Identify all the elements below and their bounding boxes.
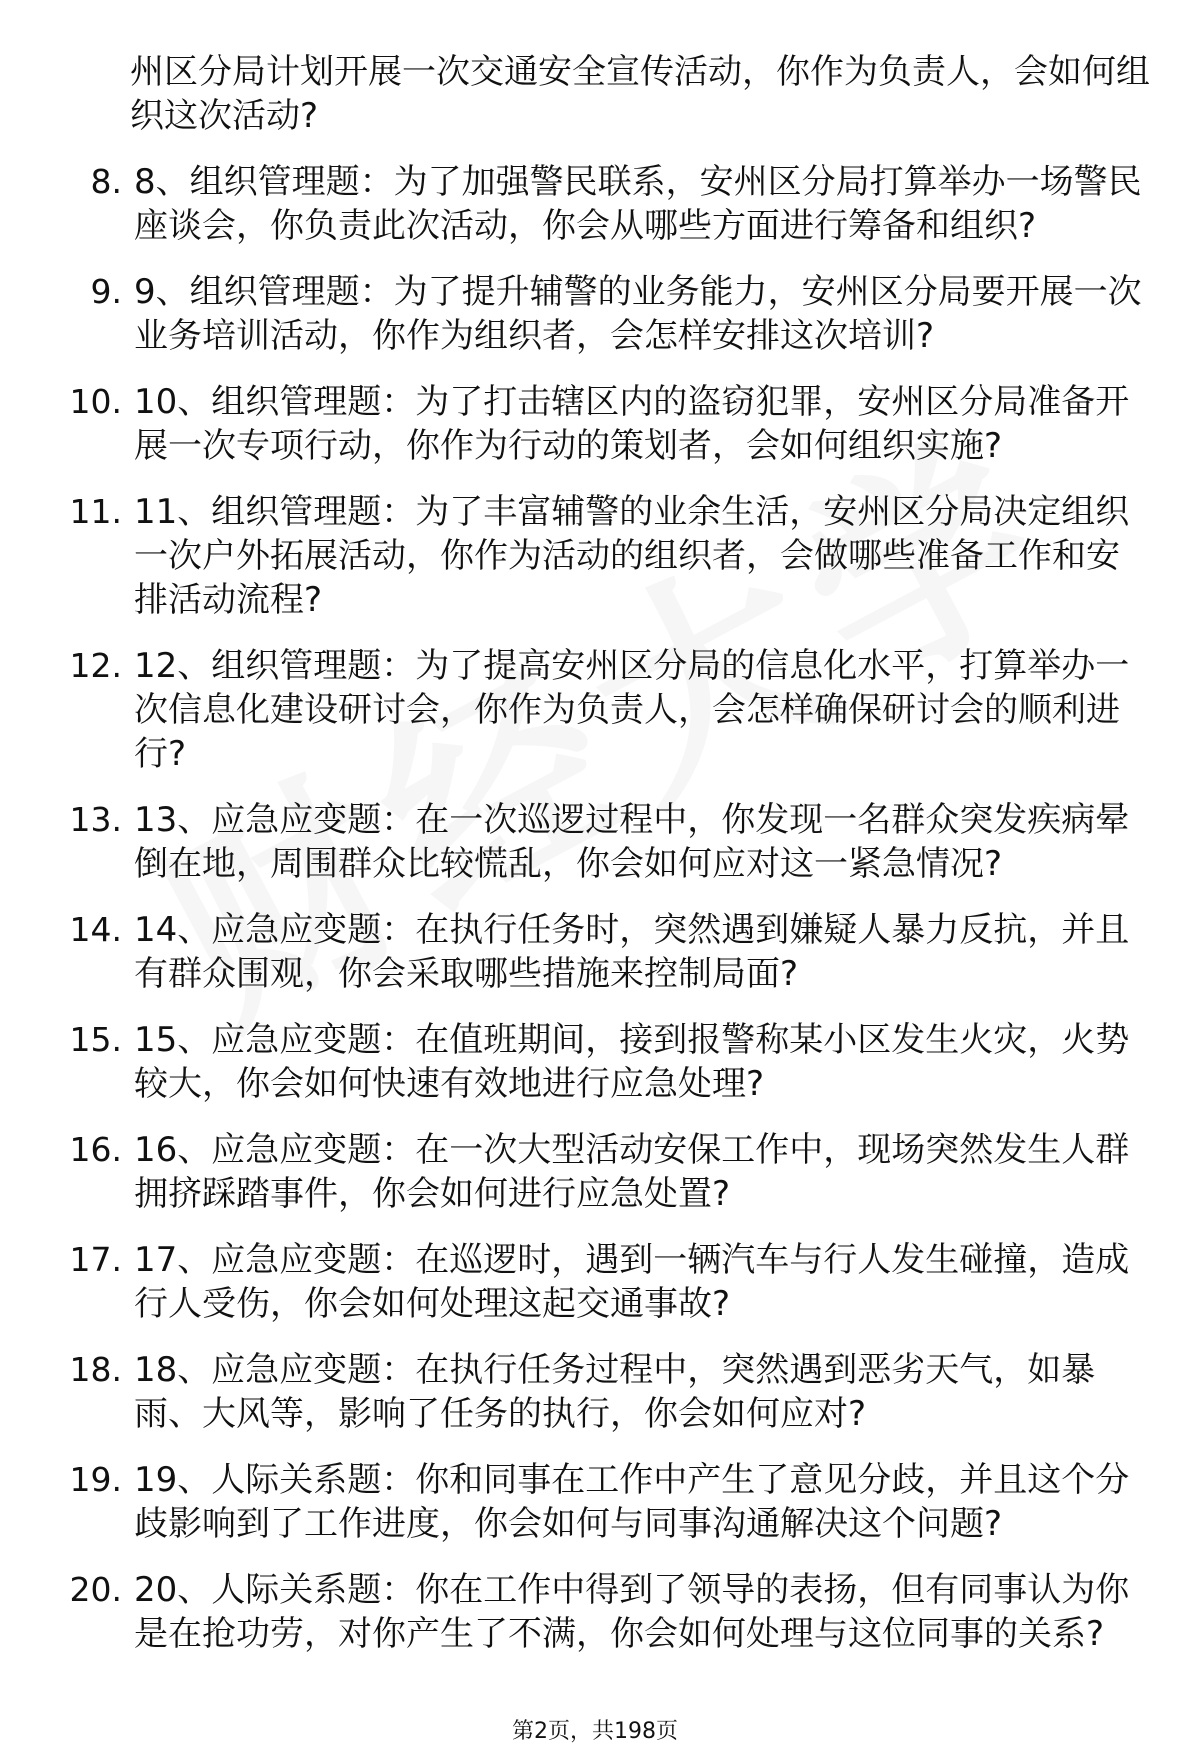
question-text: 16、应急应变题：在一次大型活动安保工作中，现场突然发生人群拥挤踩踏事件，你会如何进行应急处置? bbox=[134, 1130, 1130, 1214]
question-item-17 bbox=[60, 1238, 1150, 1326]
question-text: 8、组织管理题：为了加强警民联系，安州区分局打算举办一场警民座谈会，你负责此次活动，你会从哪些方面进行筹备和组织? bbox=[134, 162, 1142, 246]
question-item-10 bbox=[60, 380, 1150, 468]
question-number: 14. bbox=[69, 910, 122, 949]
question-text: 10、组织管理题：为了打击辖区内的盗窃犯罪，安州区分局准备开展一次专项行动，你作为行动的策划者，会如何组织实施? bbox=[134, 382, 1130, 466]
question-item-16 bbox=[60, 1128, 1150, 1216]
question-text: 15、应急应变题：在值班期间，接到报警称某小区发生火灾，火势较大，你会如何快速有效地进行应急处理? bbox=[134, 1020, 1130, 1104]
question-number: 10. bbox=[69, 382, 122, 421]
question-text: 12、组织管理题：为了提高安州区分局的信息化水平，打算举办一次信息化建设研讨会，你作为负责人，会怎样确保研讨会的顺利进行? bbox=[134, 646, 1130, 774]
question-number: 9. bbox=[90, 272, 122, 311]
question-number: 15. bbox=[69, 1020, 122, 1059]
question-item-12 bbox=[60, 644, 1150, 776]
question-number: 8. bbox=[90, 162, 122, 201]
question-text: 13、应急应变题：在一次巡逻过程中，你发现一名群众突发疾病晕倒在地，周围群众比较慌乱，你会如何应对这一紧急情况? bbox=[134, 800, 1130, 884]
question-text: 9、组织管理题：为了提升辅警的业务能力，安州区分局要开展一次业务培训活动，你作为组织者，会怎样安排这次培训? bbox=[134, 272, 1142, 356]
question-number: 11. bbox=[69, 492, 122, 531]
question-item-19 bbox=[60, 1458, 1150, 1546]
question-item-14 bbox=[60, 908, 1150, 996]
question-text: 20、人际关系题：你在工作中得到了领导的表扬，但有同事认为你是在抢功劳，对你产生了不满，你会如何处理与这位同事的关系? bbox=[134, 1570, 1130, 1654]
question-item-8 bbox=[60, 160, 1150, 248]
question-continuation: 州区分局计划开展一次交通安全宣传活动，你作为负责人，会如何组织这次活动? bbox=[130, 52, 1150, 136]
question-text: 19、人际关系题：你和同事在工作中产生了意见分歧，并且这个分歧影响到了工作进度，你会如何与同事沟通解决这个问题? bbox=[134, 1460, 1130, 1544]
question-number: 13. bbox=[69, 800, 122, 839]
question-text: 17、应急应变题：在巡逻时，遇到一辆汽车与行人发生碰撞，造成行人受伤，你会如何处理这起交通事故? bbox=[134, 1240, 1130, 1324]
question-text: 14、应急应变题：在执行任务时，突然遇到嫌疑人暴力反抗，并且有群众围观，你会采取哪些措施来控制局面? bbox=[134, 910, 1130, 994]
question-text: 11、组织管理题：为了丰富辅警的业余生活，安州区分局决定组织一次户外拓展活动，你作为活动的组织者，会做哪些准备工作和安排活动流程? bbox=[134, 492, 1130, 620]
question-number: 17. bbox=[69, 1240, 122, 1279]
question-number: 18. bbox=[69, 1350, 122, 1389]
question-item-20 bbox=[60, 1568, 1150, 1656]
question-number: 20. bbox=[69, 1570, 122, 1609]
question-item-15 bbox=[60, 1018, 1150, 1106]
question-item-18 bbox=[60, 1348, 1150, 1436]
question-text: 18、应急应变题：在执行任务过程中，突然遇到恶劣天气，如暴雨、大风等，影响了任务的执行，你会如何应对? bbox=[134, 1350, 1096, 1434]
page-footer: 第2页，共198页 bbox=[512, 1719, 678, 1744]
question-number: 12. bbox=[69, 646, 122, 685]
question-item-11 bbox=[60, 490, 1150, 622]
question-list bbox=[60, 50, 1150, 1678]
question-number: 16. bbox=[69, 1130, 122, 1169]
question-number: 19. bbox=[69, 1460, 122, 1499]
question-item-13 bbox=[60, 798, 1150, 886]
question-item-9 bbox=[60, 270, 1150, 358]
